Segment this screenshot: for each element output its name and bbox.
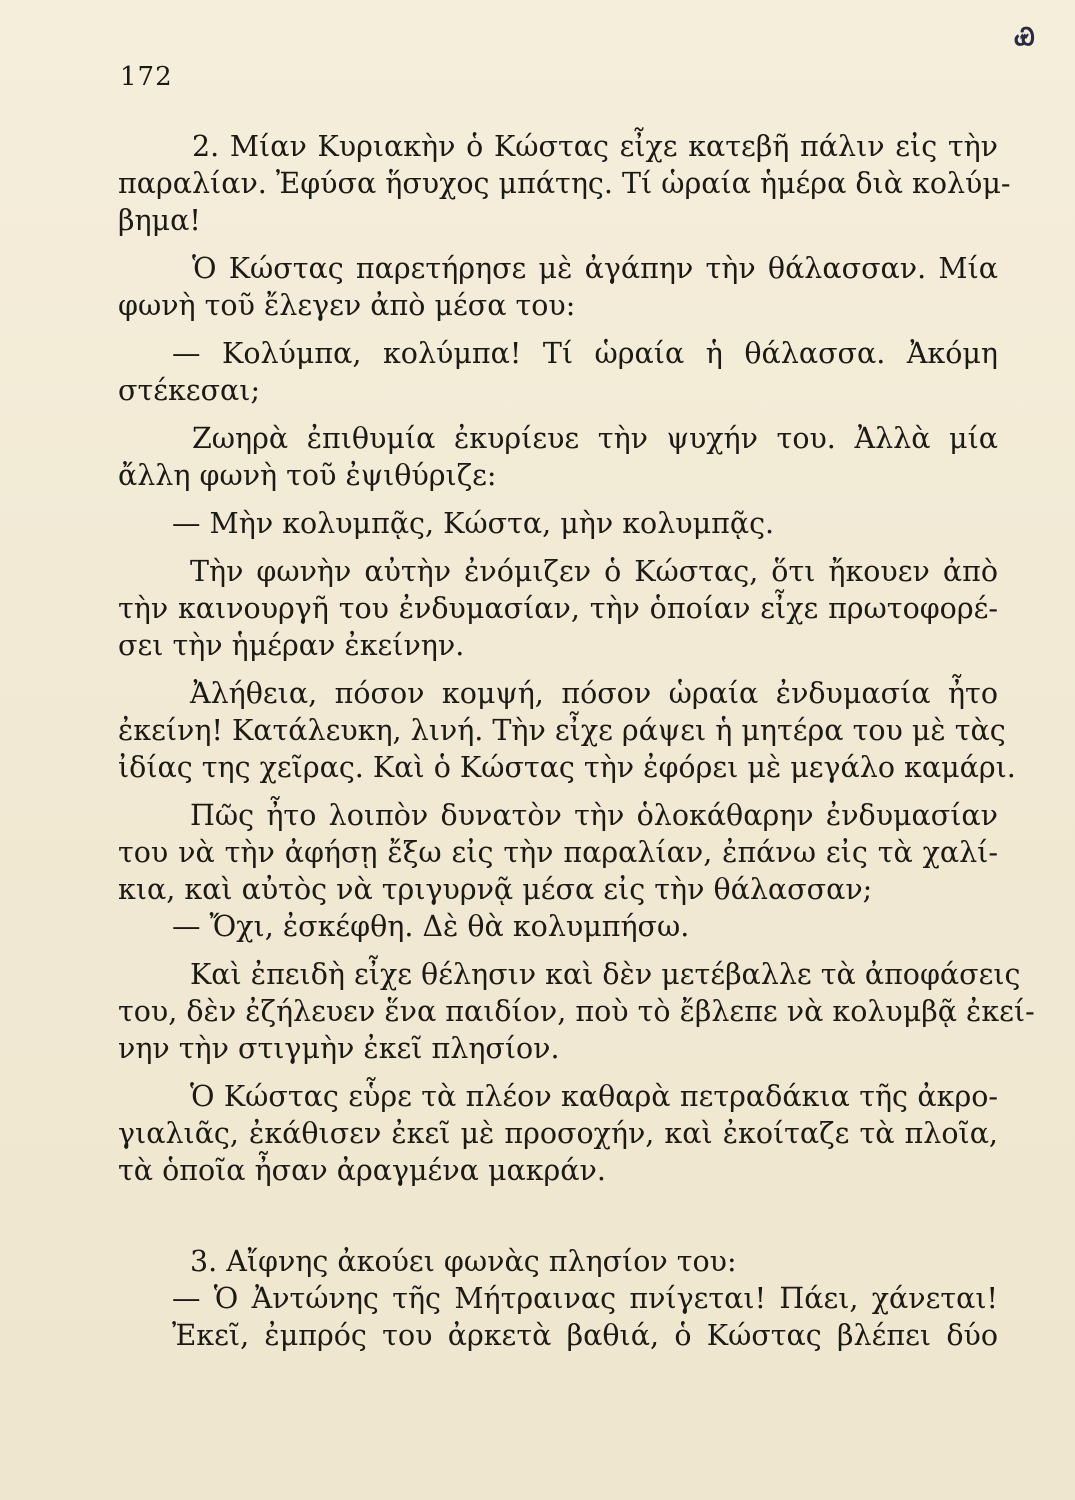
text-line: Πῶς ἦτο λοιπὸν δυνατὸν τὴν ὁλοκάθαρην ἐνδυμασίαν — [190, 799, 998, 832]
text-line: — Ὄχι, ἐσκέφθη. Δὲ θὰ κολυμπήσω. — [172, 910, 690, 943]
text-line: κια, καὶ αὐτὸς νὰ τριγυρνᾷ μέσα εἰς τὴν θάλασσαν; — [118, 873, 873, 906]
text-line: σει τὴν ἡμέραν ἐκείνην. — [118, 629, 465, 662]
text-line: τὰ ὁποῖα ἦσαν ἀραγμένα μακράν. — [118, 1154, 606, 1187]
text-line: — Ὁ Ἀντώνης τῆς Μήτραινας πνίγεται! Πάει, χάνεται! — [172, 1282, 998, 1315]
text-line: ἄλλη φωνὴ τοῦ ἐψιθύριζε: — [118, 459, 497, 492]
text-line: βημα! — [118, 204, 201, 237]
text-line: στέκεσαι; — [118, 374, 261, 407]
text-line: Ζωηρὰ ἐπιθυμία ἐκυρίευε τὴν ψυχήν του. Ἀλλὰ μία — [192, 422, 998, 455]
text-line: του, δὲν ἐζήλευεν ἕνα παιδίον, ποὺ τὸ ἔβλεπε νὰ κολυμβᾷ ἐκεί- — [118, 995, 1035, 1028]
text-line: 3. Αἴφνης ἀκούει φωνὰς πλησίον του: — [190, 1245, 737, 1278]
text-line: τὴν καινουργῆ του ἐνδυμασίαν, τὴν ὁποίαν εἶχε πρωτοφορέ- — [118, 592, 998, 625]
text-line: φωνὴ τοῦ ἔλεγεν ἀπὸ μέσα του: — [118, 289, 576, 322]
text-line: του νὰ τὴν ἀφήσῃ ἔξω εἰς τὴν παραλίαν, ἐπάνω εἰς τὰ χαλί- — [118, 836, 998, 869]
text-line: Ἐκεῖ, ἐμπρός του ἀρκετὰ βαθιά, ὁ Κώστας βλέπει δύο — [172, 1319, 998, 1352]
text-line: ἰδίας της χεῖρας. Καὶ ὁ Κώστας τὴν ἐφόρει μὲ μεγάλο καμάρι. — [118, 751, 1016, 784]
body-text — [118, 128, 1035, 1354]
text-line: — Κολύμπα, κολύμπα! Τί ὡραία ἡ θάλασσα. Ἀκόμη — [172, 337, 998, 370]
corner-mark: Ꮿ — [1014, 22, 1035, 51]
text-line: Τὴν φωνὴν αὐτὴν ἐνόμιζεν ὁ Κώστας, ὅτι ἤκουεν ἀπὸ — [190, 555, 998, 588]
text-line: Ὁ Κώστας παρετήρησε μὲ ἀγάπην τὴν θάλασσαν. Μία — [192, 252, 998, 285]
text-line: παραλίαν. Ἐφύσα ἥσυχος μπάτης. Τί ὡραία ἡμέρα διὰ κολύμ- — [118, 167, 1011, 200]
text-line: νην τὴν στιγμὴν ἐκεῖ πλησίον. — [118, 1032, 560, 1065]
text-line: Ἀλήθεια, πόσον κομψή, πόσον ὡραία ἐνδυμασία ἦτο — [190, 677, 998, 710]
page-number: 172 — [120, 62, 173, 92]
text-line: — Μὴν κολυμπᾷς, Κώστα, μὴν κολυμπᾷς. — [172, 507, 775, 540]
text-line: 2. Μίαν Κυριακὴν ὁ Κώστας εἶχε κατεβῆ πάλιν εἰς τὴν — [192, 130, 998, 163]
text-line: Καὶ ἐπειδὴ εἶχε θέλησιν καὶ δὲν μετέβαλλε τὰ ἀποφάσεις — [190, 958, 1021, 991]
text-line: ἐκείνη! Κατάλευκη, λινή. Τὴν εἶχε ράψει ἡ μητέρα του μὲ τὰς — [118, 714, 1006, 747]
text-line: Ὁ Κώστας εὗρε τὰ πλέον καθαρὰ πετραδάκια τῆς ἀκρο- — [190, 1080, 998, 1113]
text-line: γιαλιᾶς, ἐκάθισεν ἐκεῖ μὲ προσοχήν, καὶ ἐκοίταζε τὰ πλοῖα, — [118, 1117, 998, 1150]
